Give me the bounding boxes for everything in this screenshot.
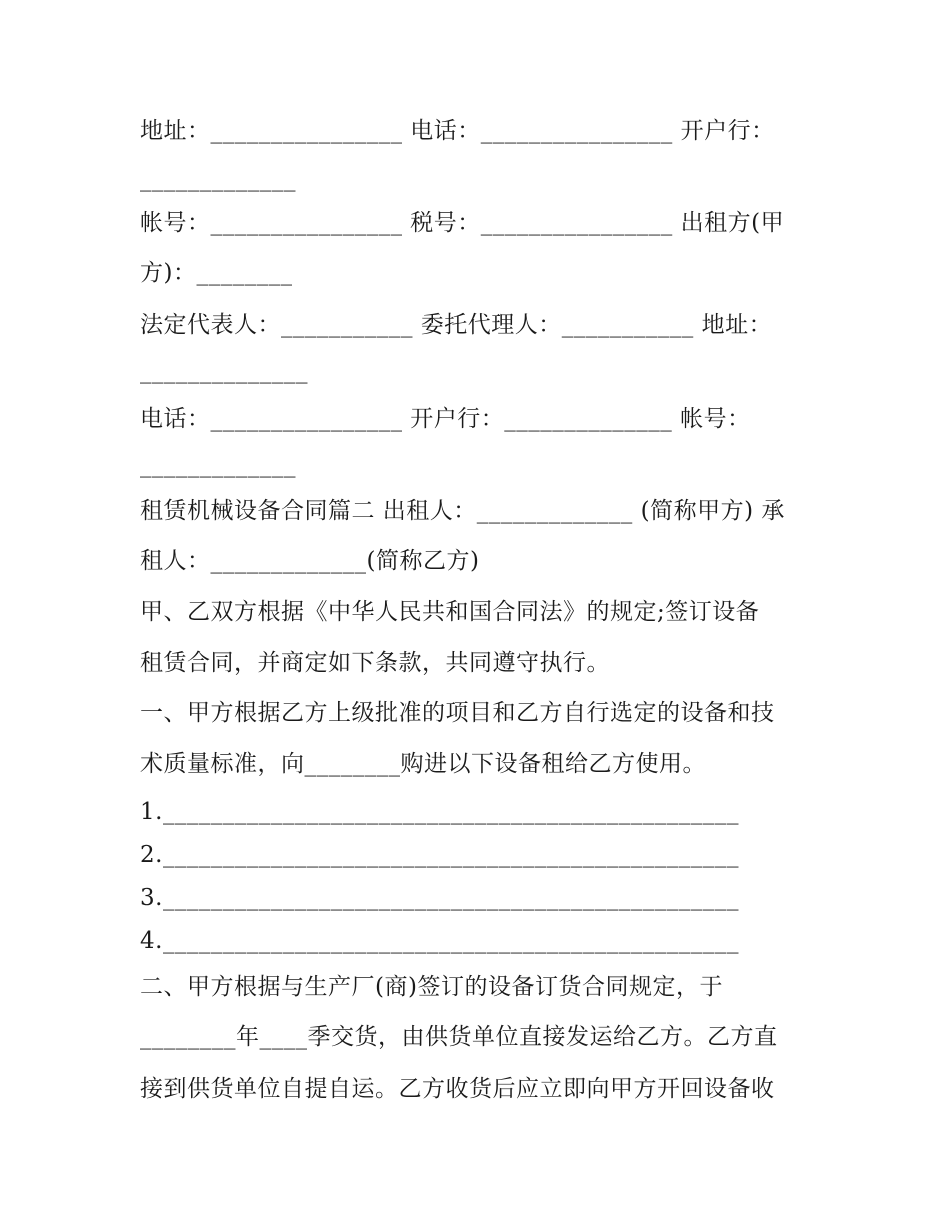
text-line-12: 租赁合同，并商定如下条款，共同遵守执行。 bbox=[140, 650, 610, 676]
text-line-11: 甲、乙双方根据《中华人民共和国合同法》的规定;签订设备 bbox=[140, 599, 760, 625]
text-line-14: 术质量标准，向________购进以下设备租给乙方使用。 bbox=[140, 751, 706, 777]
numbered-line-1: 1.________________________________________________ bbox=[140, 799, 739, 825]
text-line-4: 方)：________ bbox=[140, 260, 293, 286]
text-line-10: 租人：_____________(简称乙方) bbox=[140, 548, 480, 574]
text-line-5: 法定代表人：___________ 委托代理人：___________ 地址： bbox=[140, 312, 773, 338]
text-line-1: 地址：________________ 电话：________________ 开户行： bbox=[140, 118, 775, 144]
numbered-line-4: 4.________________________________________________ bbox=[140, 928, 739, 954]
text-line-3: 帐号：________________ 税号：________________ 出租方(甲 bbox=[140, 210, 785, 236]
text-line-9: 租赁机械设备合同篇二 出租人：_____________ (简称甲方) 承 bbox=[140, 498, 785, 524]
text-line-19: 二、甲方根据与生产厂(商)签订的设备订货合同规定，于 bbox=[140, 974, 723, 1000]
text-line-7: 电话：________________ 开户行：______________ 帐号： bbox=[140, 406, 751, 432]
text-line-13: 一、甲方根据乙方上级批准的项目和乙方自行选定的设备和技 bbox=[140, 700, 775, 726]
numbered-line-3: 3.________________________________________________ bbox=[140, 885, 739, 911]
text-line-2: _____________ bbox=[140, 166, 296, 192]
numbered-line-2: 2.________________________________________________ bbox=[140, 842, 739, 868]
text-line-8: _____________ bbox=[140, 452, 296, 478]
text-line-6: ______________ bbox=[140, 358, 308, 384]
text-line-20: ________年____季交货，由供货单位直接发运给乙方。乙方直 bbox=[140, 1024, 778, 1050]
text-line-21: 接到供货单位自提自运。乙方收货后应立即向甲方开回设备收 bbox=[140, 1076, 775, 1102]
